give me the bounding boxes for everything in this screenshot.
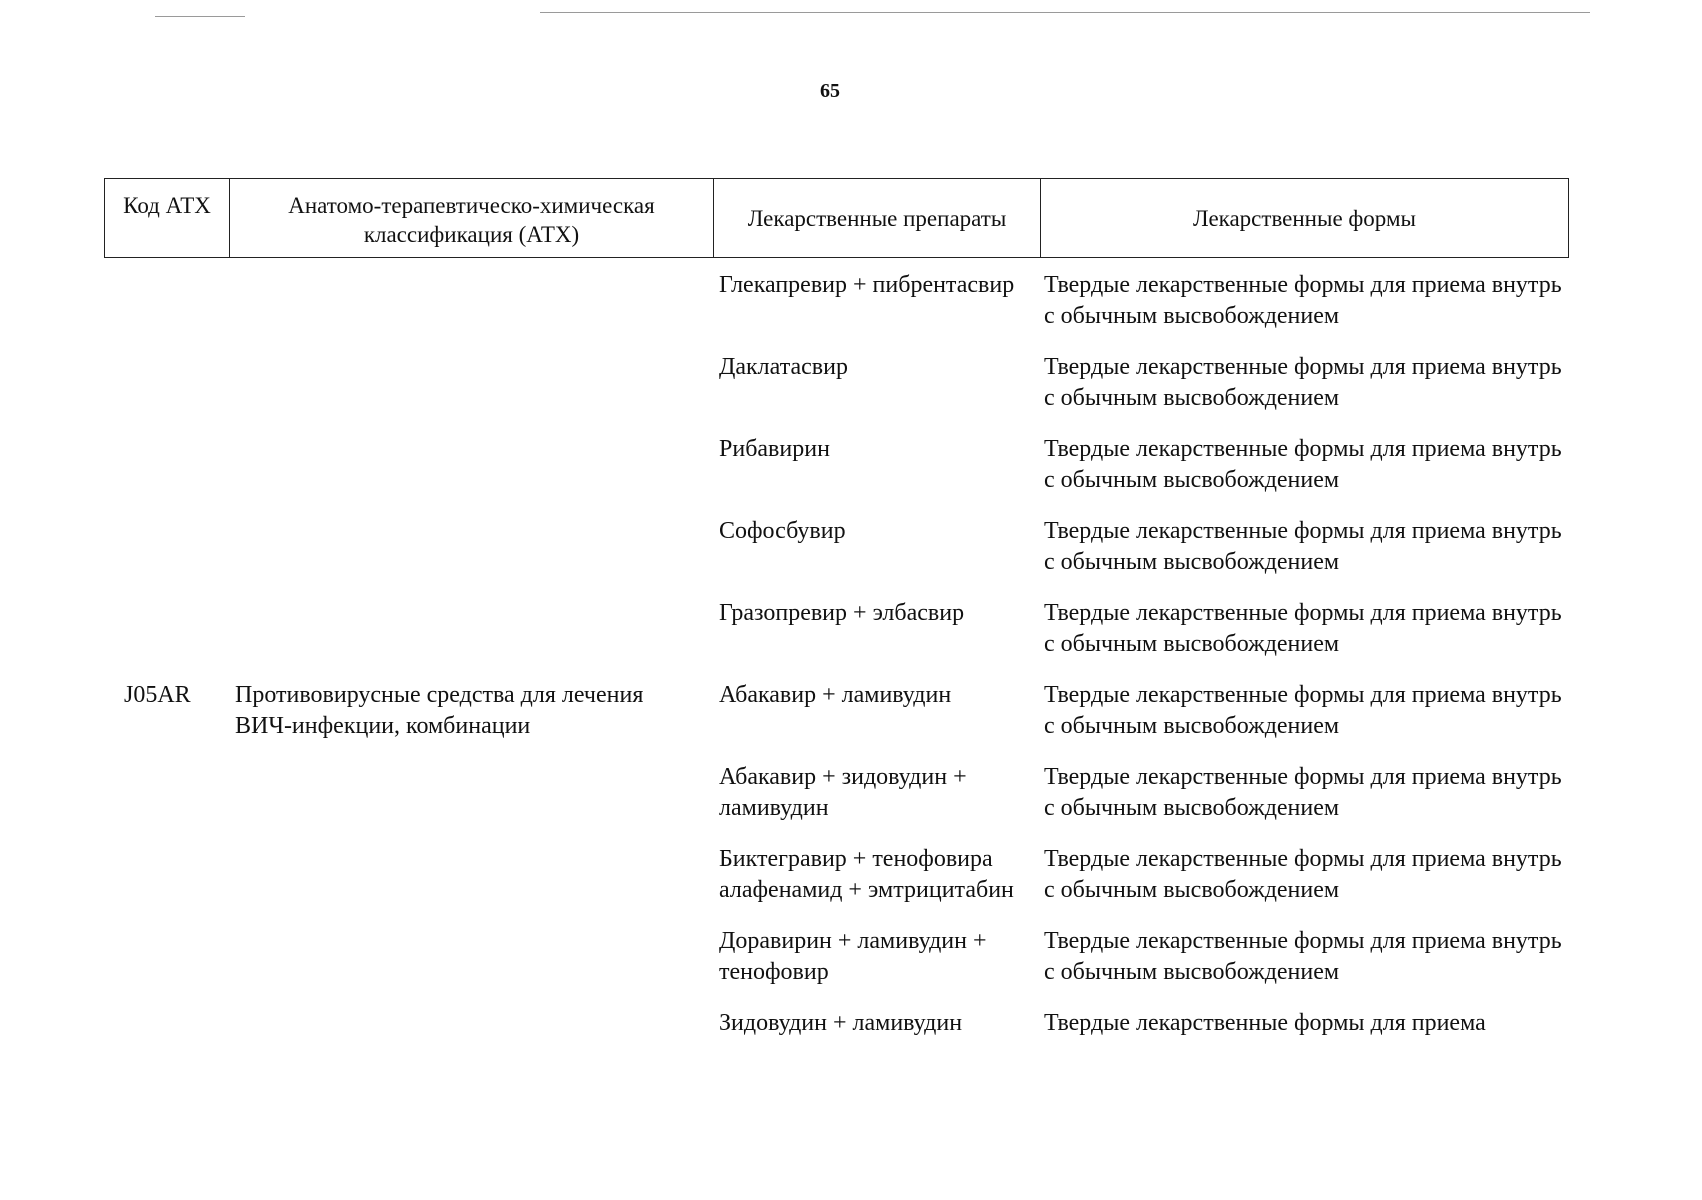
cell-classification bbox=[229, 598, 713, 660]
table-row bbox=[104, 844, 1569, 906]
cell-form: Твердые лекарственные формы для приема внутрь с обычным высвобождением bbox=[1044, 682, 1562, 739]
cell-drug: Доравирин + ламивудин + тенофовир bbox=[719, 928, 987, 985]
page-number: 65 bbox=[820, 80, 840, 102]
cell-form: Твердые лекарственные формы для приема bbox=[1044, 1010, 1486, 1036]
cell-form: Твердые лекарственные формы для приема внутрь с обычным высвобождением bbox=[1044, 846, 1562, 903]
cell-drug: Глекапревир + пибрентасвир bbox=[719, 272, 1015, 298]
cell-classification bbox=[229, 762, 713, 824]
table-row bbox=[104, 926, 1569, 988]
header-code: Код АТХ bbox=[105, 179, 230, 257]
table-header bbox=[104, 178, 1569, 258]
table-row bbox=[104, 598, 1569, 660]
scan-line-left bbox=[155, 16, 245, 17]
cell-classification bbox=[229, 434, 713, 496]
cell-classification: Противовирусные средства для лечения ВИЧ-инфекции, комбинации bbox=[235, 682, 644, 739]
cell-drug: Рибавирин bbox=[719, 436, 830, 462]
cell-code bbox=[104, 762, 229, 824]
cell-form: Твердые лекарственные формы для приема внутрь с обычным высвобождением bbox=[1044, 928, 1562, 985]
cell-code bbox=[104, 352, 229, 414]
table-row bbox=[104, 270, 1569, 332]
table-row bbox=[104, 516, 1569, 578]
cell-form: Твердые лекарственные формы для приема внутрь с обычным высвобождением bbox=[1044, 764, 1562, 821]
cell-drug: Абакавир + ламивудин bbox=[719, 682, 952, 708]
cell-classification bbox=[229, 270, 713, 332]
header-drugs: Лекарственные препараты bbox=[714, 179, 1041, 257]
cell-code bbox=[104, 926, 229, 988]
cell-form: Твердые лекарственные формы для приема внутрь с обычным высвобождением bbox=[1044, 354, 1562, 411]
cell-code bbox=[104, 516, 229, 578]
cell-classification bbox=[229, 1008, 713, 1039]
cell-classification bbox=[229, 926, 713, 988]
cell-code bbox=[104, 844, 229, 906]
cell-drug: Абакавир + зидовудин + ламивудин bbox=[719, 764, 967, 821]
header-forms: Лекарственные формы bbox=[1193, 205, 1416, 231]
table-row bbox=[104, 352, 1569, 414]
cell-form: Твердые лекарственные формы для приема внутрь с обычным высвобождением bbox=[1044, 518, 1562, 575]
cell-code bbox=[104, 434, 229, 496]
cell-form: Твердые лекарственные формы для приема внутрь с обычным высвобождением bbox=[1044, 600, 1562, 657]
table-body bbox=[104, 270, 1569, 1059]
table-row bbox=[104, 680, 1569, 742]
cell-form: Твердые лекарственные формы для приема внутрь с обычным высвобождением bbox=[1044, 272, 1562, 329]
cell-code bbox=[104, 1008, 229, 1039]
table-row bbox=[104, 762, 1569, 824]
cell-drug: Биктегравир + тенофовира алафенамид + эмтрицитабин bbox=[719, 846, 1014, 903]
cell-drug: Гразопревир + элбасвир bbox=[719, 600, 965, 626]
cell-drug: Даклатасвир bbox=[719, 354, 848, 380]
scan-line-right bbox=[540, 12, 1590, 13]
cell-drug: Софосбувир bbox=[719, 518, 846, 544]
cell-code bbox=[104, 270, 229, 332]
cell-code: J05AR bbox=[124, 682, 191, 708]
table-row bbox=[104, 1008, 1569, 1039]
cell-code bbox=[104, 598, 229, 660]
cell-classification bbox=[229, 844, 713, 906]
cell-classification bbox=[229, 516, 713, 578]
cell-classification bbox=[229, 352, 713, 414]
table-row bbox=[104, 434, 1569, 496]
cell-form: Твердые лекарственные формы для приема внутрь с обычным высвобождением bbox=[1044, 436, 1562, 493]
header-classification: Анатомо-терапевтическо-химическая классификация (АТХ) bbox=[230, 179, 714, 257]
cell-drug: Зидовудин + ламивудин bbox=[719, 1010, 963, 1036]
